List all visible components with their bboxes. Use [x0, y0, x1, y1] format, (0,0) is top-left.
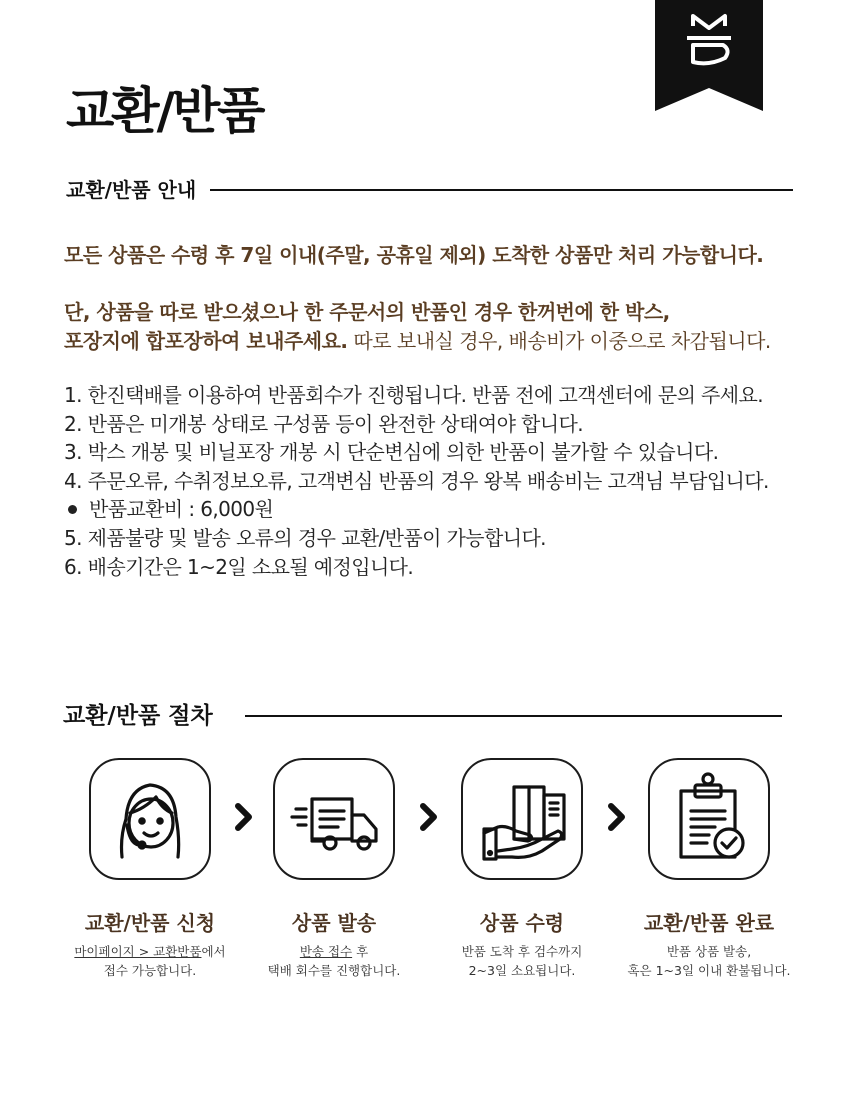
notice-line-3 [64, 326, 771, 356]
step-request [60, 758, 240, 980]
step-title: 상품 수령 [479, 911, 565, 935]
list-item: 2. 반품은 미개봉 상태로 구성품 등이 완전한 상태여야 합니다. [64, 411, 583, 436]
section-divider [210, 189, 793, 191]
step-desc-text: 후 [352, 944, 369, 959]
list-item: 4. 주문오류, 수취정보오류, 고객변심 반품의 경우 왕복 배송비는 고객님 부담입니다. [64, 468, 769, 493]
step-title: 상품 발송 [291, 911, 377, 935]
step-desc-text: 반품 도착 후 검수까지 [461, 944, 583, 959]
mypage-link[interactable]: 마이페이지 > 교환반품 [74, 944, 202, 959]
section-header-procedure [63, 702, 782, 730]
clipboard-check-icon [659, 769, 759, 869]
page-title: 교환/반품 [66, 82, 263, 140]
brand-bookmark-logo [655, 0, 763, 111]
step-description [60, 942, 240, 980]
step-desc-text: 택배 회수를 진행합니다. [267, 963, 401, 978]
return-request-link[interactable]: 반송 접수 [299, 944, 353, 959]
step-receive [432, 758, 612, 980]
delivery-truck-icon [284, 769, 384, 869]
package-hand-icon [472, 769, 572, 869]
section-title-procedure: 교환/반품 절차 [63, 703, 213, 729]
procedure-steps [64, 758, 794, 998]
section-divider [245, 715, 782, 717]
step-desc-text: 2~3일 소요됩니다. [468, 963, 576, 978]
notice-line-1: 모든 상품은 수령 후 7일 이내(주말, 공휴일 제외) 도착한 상품만 처리 가능합니다. [64, 243, 764, 267]
notice-line-3-bold: 포장지에 합포장하여 보내주세요. [64, 329, 348, 353]
list-item: 6. 배송기간은 1~2일 소요될 예정입니다. [64, 554, 414, 579]
fee-text: 반품교환비 : 6,000원 [89, 497, 274, 522]
step-ship [244, 758, 424, 980]
list-item: 5. 제품불량 및 발송 오류의 경우 교환/반품이 가능합니다. [64, 525, 546, 550]
step-description [432, 942, 612, 980]
step-description [244, 942, 424, 980]
policy-list [64, 381, 769, 581]
list-item: 3. 박스 개봉 및 비닐포장 개봉 시 단순변심에 의한 반품이 불가할 수 있습니다. [64, 440, 719, 465]
customer-service-icon [100, 769, 200, 869]
step-title: 교환/반품 완료 [643, 911, 775, 935]
list-item-fee [64, 495, 769, 524]
section-header-guide [66, 176, 793, 204]
step-icon-box [273, 758, 395, 880]
list-item: 1. 한진택배를 이용하여 반품회수가 진행됩니다. 반품 전에 고객센터에 문의 주세요. [64, 383, 763, 407]
step-desc-text: 에서 [201, 944, 226, 959]
notice-line-3-normal: 따로 보내실 경우, 배송비가 이중으로 차감됩니다. [347, 329, 771, 353]
step-desc-text: 접수 가능합니다. [103, 963, 197, 978]
section-title-guide: 교환/반품 안내 [66, 178, 197, 202]
step-complete [619, 758, 799, 980]
notice-line-2: 단, 상품을 따로 받으셨으나 한 주문서의 반품인 경우 한꺼번에 한 박스, [64, 300, 670, 324]
step-icon-box [89, 758, 211, 880]
step-icon-box [648, 758, 770, 880]
step-title: 교환/반품 신청 [84, 911, 216, 935]
step-icon-box [461, 758, 583, 880]
bullet-icon [68, 505, 77, 514]
step-desc-text: 혹은 1~3일 이내 환불됩니다. [627, 963, 791, 978]
step-desc-text: 반품 상품 발송, [666, 944, 752, 959]
step-description [619, 942, 799, 980]
